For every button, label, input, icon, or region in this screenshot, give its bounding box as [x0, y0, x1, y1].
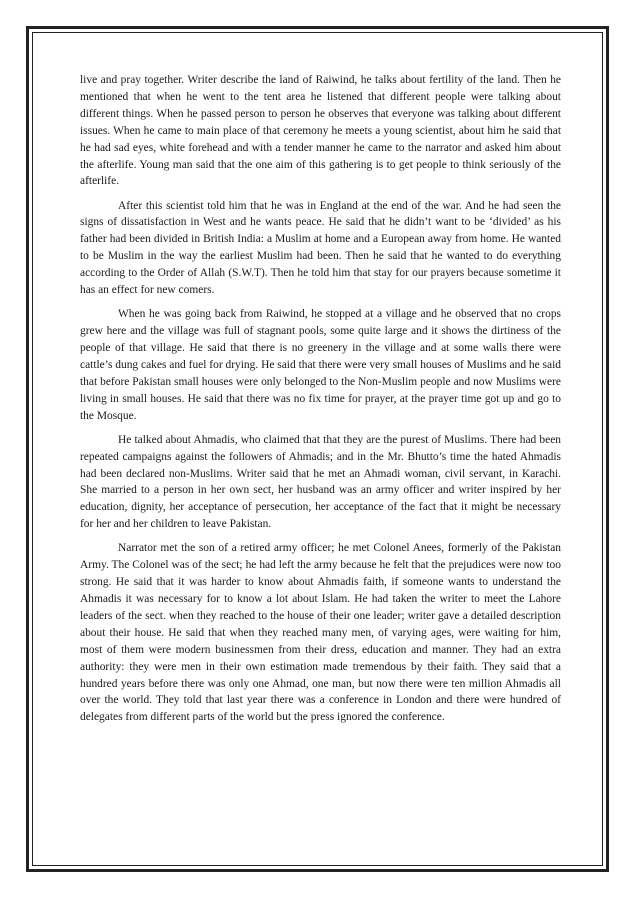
- paragraph-village-visit: When he was going back from Raiwind, he stopped at a village and he observed that no crops grew here and the village was full of stagnant pools, some quite large and it shows the dirtiness of the people of that village. He said that there is no greenery in the village and at some walls there were cattle’s dung cakes and fuel for drying. He said that there were very small houses of Muslims and he said that before Pakistan small houses were only belonged to the Non-Muslim people and now Muslims were living in small houses. He said that there was no fix time for prayer, at the prayer time got up and go to the Mosque.: [80, 308, 561, 422]
- document-body: [80, 72, 561, 733]
- paragraph-raiwind-gathering: live and pray together. Writer describe the land of Raiwind, he talks about fertility of the land. Then he mentioned that when he went to the tent area he listened that different people were talking about different things. When he passed person to person he observes that everyone was talking about different issues. When he came to main place of that ceremony he meets a young scientist, about him he said that he had sad eyes, white forehead and with a tender manner he came to the narrator and asked him about the afterlife. Young man said that the one aim of this gathering is to get people to think seriously of the afterlife.: [80, 74, 561, 188]
- paragraph-colonel-anees: Narrator met the son of a retired army officer; he met Colonel Anees, formerly of the Pakistan Army. The Colonel was of the sect; he had left the army because he felt that the prejudices were now too strong. He said that it was harder to know about Ahmadis faith, if someone wants to understand the Ahmadis it was necessary for to know a lot about Islam. He had taken the writer to meet the Lahore leaders of the sect. when they reached to the house of their one leader; writer gave a detailed description about their house. He said that when they reached many men, of varying ages, were waiting for him, most of them were modern businessmen from their dress, education and manner. They had an extra authority: they were men in their own estimation made tremendous by their faith. They said that a hundred years before there was only one Ahmad, one man, but now there were ten million Ahmadis all over the world. They told that last year there was a conference in London and there were hundred of delegates from different parts of the world but the press ignored the conference.: [80, 542, 561, 724]
- paragraph-ahmadis: He talked about Ahmadis, who claimed that that they are the purest of Muslims. There had been repeated campaigns against the followers of Ahmadis; and in the Mr. Bhutto’s time the hated Ahmadis had been declared non-Muslims. Writer said that he met an Ahmadi woman, civil servant, in Karachi. She married to a person in her own sect, her husband was an army officer and writer inspired by her education, dignity, her acceptance of persecution, her acceptance of the fact that it might be necessary for her and her children to leave Pakistan.: [80, 433, 561, 531]
- paragraph-scientist-story: After this scientist told him that he was in England at the end of the war. And he had seen the signs of dissatisfaction in West and he wants peace. He said that he didn’t want to be ‘divided’ as his father had been divided in British India: a Muslim at home and a European away from home. He wanted to be Muslim in the way the earliest Muslim had been. Then he said that he wanted to do everything according to the Order of Allah (S.W.T). Then he told him that stay for our prayers because sometime it has an effect for new comers.: [80, 199, 561, 297]
